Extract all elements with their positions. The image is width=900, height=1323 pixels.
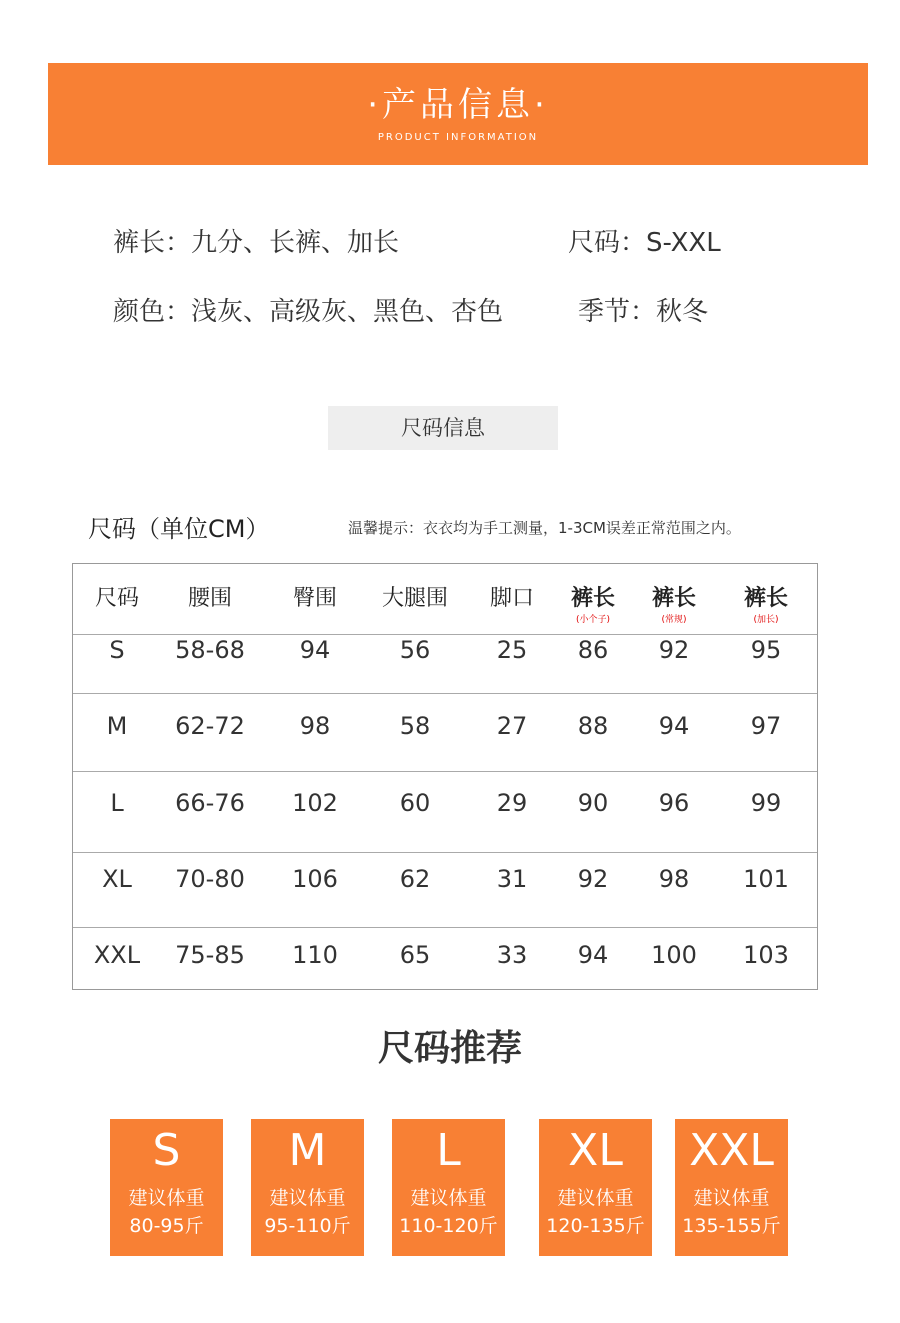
card-size: XL xyxy=(568,1125,623,1176)
recommend-card xyxy=(251,1119,364,1256)
card-size: S xyxy=(152,1125,181,1176)
table-cell: 56 xyxy=(399,636,431,664)
table-cell: 94 xyxy=(299,636,331,664)
banner-subtitle: PRODUCT INFORMATION xyxy=(377,132,539,143)
table-cell: 62-72 xyxy=(175,712,245,740)
card-label: 建议体重 xyxy=(410,1187,487,1209)
table-cell: 70-80 xyxy=(175,865,245,893)
table-cell: 100 xyxy=(651,941,697,969)
table-cell: 29 xyxy=(496,789,528,817)
card-weight: 120-135斤 xyxy=(546,1215,645,1237)
info-season: 季节：秋冬 xyxy=(578,297,709,327)
table-cell: 101 xyxy=(743,865,789,893)
table-header-subnote: (加长) xyxy=(753,615,779,625)
table-cell: M xyxy=(106,712,128,740)
table-header-subnote: (小个子) xyxy=(575,615,611,625)
card-label: 建议体重 xyxy=(693,1187,770,1209)
table-cell: 75-85 xyxy=(175,941,245,969)
header-banner xyxy=(48,63,868,165)
recommend-card xyxy=(539,1119,652,1256)
info-size: 尺码：S-XXL xyxy=(568,228,721,258)
table-cell: 27 xyxy=(496,712,528,740)
card-label: 建议体重 xyxy=(269,1187,346,1209)
table-cell: 92 xyxy=(658,636,690,664)
size-table xyxy=(72,563,818,990)
table-cell: 95 xyxy=(750,636,782,664)
table-cell: 90 xyxy=(577,789,609,817)
recommend-card xyxy=(392,1119,505,1256)
info-color: 颜色：浅灰、高级灰、黑色、杏色 xyxy=(113,297,504,327)
card-label: 建议体重 xyxy=(128,1187,205,1209)
table-cell: 103 xyxy=(743,941,789,969)
table-cell: 60 xyxy=(399,789,431,817)
recommend-card xyxy=(675,1119,788,1256)
table-header-subnote: (常规) xyxy=(661,615,687,625)
card-weight: 80-95斤 xyxy=(129,1215,204,1237)
table-header-cell: 脚口 xyxy=(489,586,535,611)
card-weight: 95-110斤 xyxy=(264,1215,351,1237)
table-row-divider xyxy=(73,927,817,928)
table-cell: XXL xyxy=(93,941,141,969)
table-header-cell: 大腿围 xyxy=(381,586,449,611)
card-weight: 135-155斤 xyxy=(682,1215,781,1237)
table-cell: 25 xyxy=(496,636,528,664)
table-header-cell: 臀围 xyxy=(292,586,338,611)
table-cell: 97 xyxy=(750,712,782,740)
card-size: M xyxy=(288,1125,327,1176)
table-header-cell: 尺码 xyxy=(94,586,140,611)
table-cell: 92 xyxy=(577,865,609,893)
card-size: L xyxy=(436,1125,461,1176)
table-cell: 65 xyxy=(399,941,431,969)
table-cell: 86 xyxy=(577,636,609,664)
table-cell: 94 xyxy=(577,941,609,969)
table-cell: 94 xyxy=(658,712,690,740)
table-row-divider xyxy=(73,771,817,772)
table-row-divider xyxy=(73,693,817,694)
table-header-cell: 裤长 xyxy=(570,586,616,611)
table-cell: 99 xyxy=(750,789,782,817)
table-title: 尺码（单位CM） xyxy=(88,515,270,543)
table-cell: 110 xyxy=(292,941,338,969)
table-note: 温馨提示：衣衣均为手工测量，1-3CM误差正常范围之内。 xyxy=(348,519,741,537)
table-cell: 62 xyxy=(399,865,431,893)
table-cell: 33 xyxy=(496,941,528,969)
banner-title: ·产品信息· xyxy=(367,85,549,125)
table-cell: 98 xyxy=(658,865,690,893)
table-row-divider xyxy=(73,852,817,853)
table-cell: XL xyxy=(102,865,132,893)
table-cell: 58 xyxy=(399,712,431,740)
table-cell: 98 xyxy=(299,712,331,740)
card-label: 建议体重 xyxy=(557,1187,634,1209)
recommend-title: 尺码推荐 xyxy=(377,1028,522,1069)
card-size: XXL xyxy=(689,1125,774,1176)
table-header-cell: 腰围 xyxy=(187,586,233,611)
table-cell: 106 xyxy=(292,865,338,893)
table-cell: 88 xyxy=(577,712,609,740)
section-label: 尺码信息 xyxy=(328,406,558,450)
card-weight: 110-120斤 xyxy=(399,1215,498,1237)
table-header-cell: 裤长 xyxy=(651,586,697,611)
table-cell: 31 xyxy=(496,865,528,893)
table-header-cell: 裤长 xyxy=(743,586,789,611)
info-length: 裤长：九分、长裤、加长 xyxy=(113,228,400,258)
table-cell: 66-76 xyxy=(175,789,245,817)
recommend-card xyxy=(110,1119,223,1256)
table-cell: 102 xyxy=(292,789,338,817)
table-cell: 58-68 xyxy=(175,636,245,664)
table-cell: S xyxy=(109,636,125,664)
table-cell: L xyxy=(110,789,124,817)
table-cell: 96 xyxy=(658,789,690,817)
